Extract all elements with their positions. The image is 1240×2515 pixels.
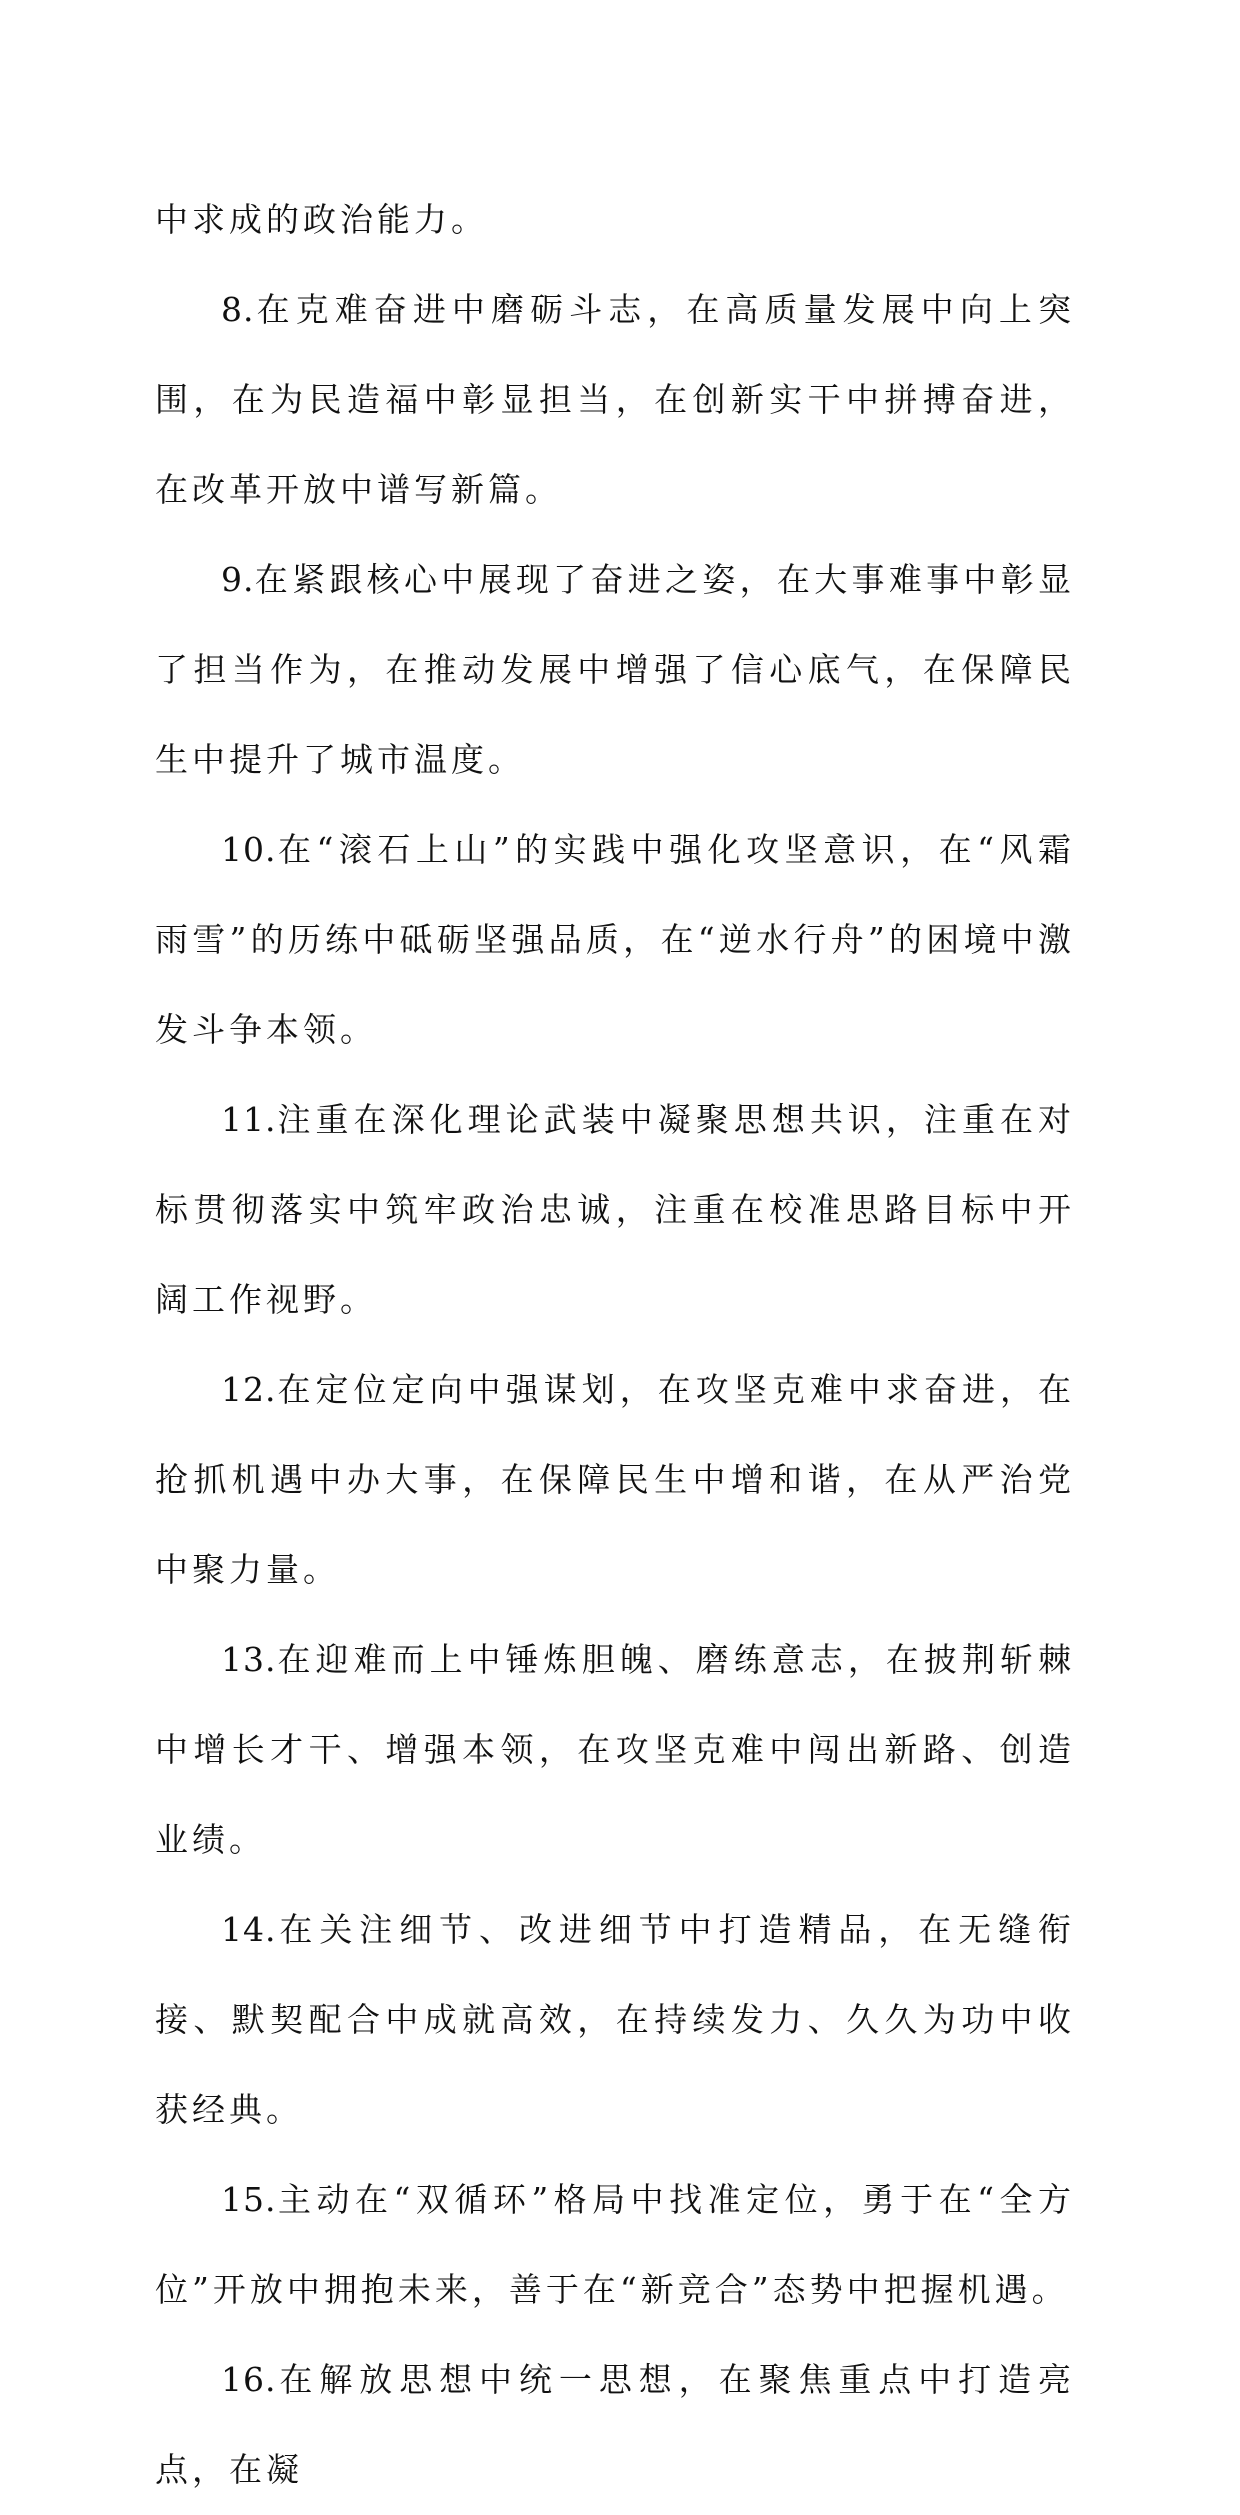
- paragraph-text: 在定位定向中强谋划，在攻坚克难中求奋进，在抢抓机遇中办大事，在保障民生中增和谐，在从严治党中聚力量。: [155, 1370, 1075, 1589]
- paragraph-number: 9.: [221, 560, 255, 599]
- paragraph-number: 12.: [221, 1370, 277, 1409]
- paragraph-11: [155, 1075, 1075, 1345]
- paragraph-text: 在紧跟核心中展现了奋进之姿，在大事难事中彰显了担当作为，在推动发展中增强了信心底气，在保障民生中提升了城市温度。: [155, 560, 1075, 779]
- paragraph-9: [155, 535, 1075, 805]
- paragraph-14: [155, 1885, 1075, 2155]
- paragraph-16: [155, 2335, 1075, 2515]
- document-page: [155, 175, 1075, 2515]
- paragraph-continuation: [155, 175, 1075, 265]
- paragraph-number: 16.: [221, 2360, 277, 2399]
- paragraph-number: 10.: [221, 830, 277, 869]
- paragraph-number: 8.: [221, 290, 255, 329]
- paragraph-13: [155, 1615, 1075, 1885]
- paragraph-text: 在“滚石上山”的实践中强化攻坚意识，在“风霜雨雪”的历练中砥砺坚强品质，在“逆水行舟”的困境中激发斗争本领。: [155, 830, 1075, 1049]
- paragraph-text: 注重在深化理论武装中凝聚思想共识，注重在对标贯彻落实中筑牢政治忠诚，注重在校准思路目标中开阔工作视野。: [155, 1100, 1075, 1319]
- paragraph-text: 在克难奋进中磨砺斗志，在高质量发展中向上突围，在为民造福中彰显担当，在创新实干中拼搏奋进，在改革开放中谱写新篇。: [155, 290, 1075, 509]
- paragraph-number: 15.: [221, 2180, 277, 2219]
- paragraph-12: [155, 1345, 1075, 1615]
- paragraph-text: 主动在“双循环”格局中找准定位，勇于在“全方位”开放中拥抱未来，善于在“新竞合”态势中把握机遇。: [155, 2180, 1075, 2309]
- paragraph-number: 13.: [221, 1640, 277, 1679]
- paragraph-text: 在解放思想中统一思想，在聚焦重点中打造亮点，在凝: [155, 2360, 1075, 2489]
- paragraph-15: [155, 2155, 1075, 2335]
- paragraph-number: 11.: [221, 1100, 277, 1139]
- paragraph-text: 在关注细节、改进细节中打造精品，在无缝衔接、默契配合中成就高效，在持续发力、久久为功中收获经典。: [155, 1910, 1075, 2129]
- paragraph-text: 在迎难而上中锤炼胆魄、磨练意志，在披荆斩棘中增长才干、增强本领，在攻坚克难中闯出新路、创造业绩。: [155, 1640, 1075, 1859]
- paragraph-8: [155, 265, 1075, 535]
- paragraph-10: [155, 805, 1075, 1075]
- paragraph-text: 中求成的政治能力。: [155, 200, 488, 239]
- paragraph-number: 14.: [221, 1910, 277, 1949]
